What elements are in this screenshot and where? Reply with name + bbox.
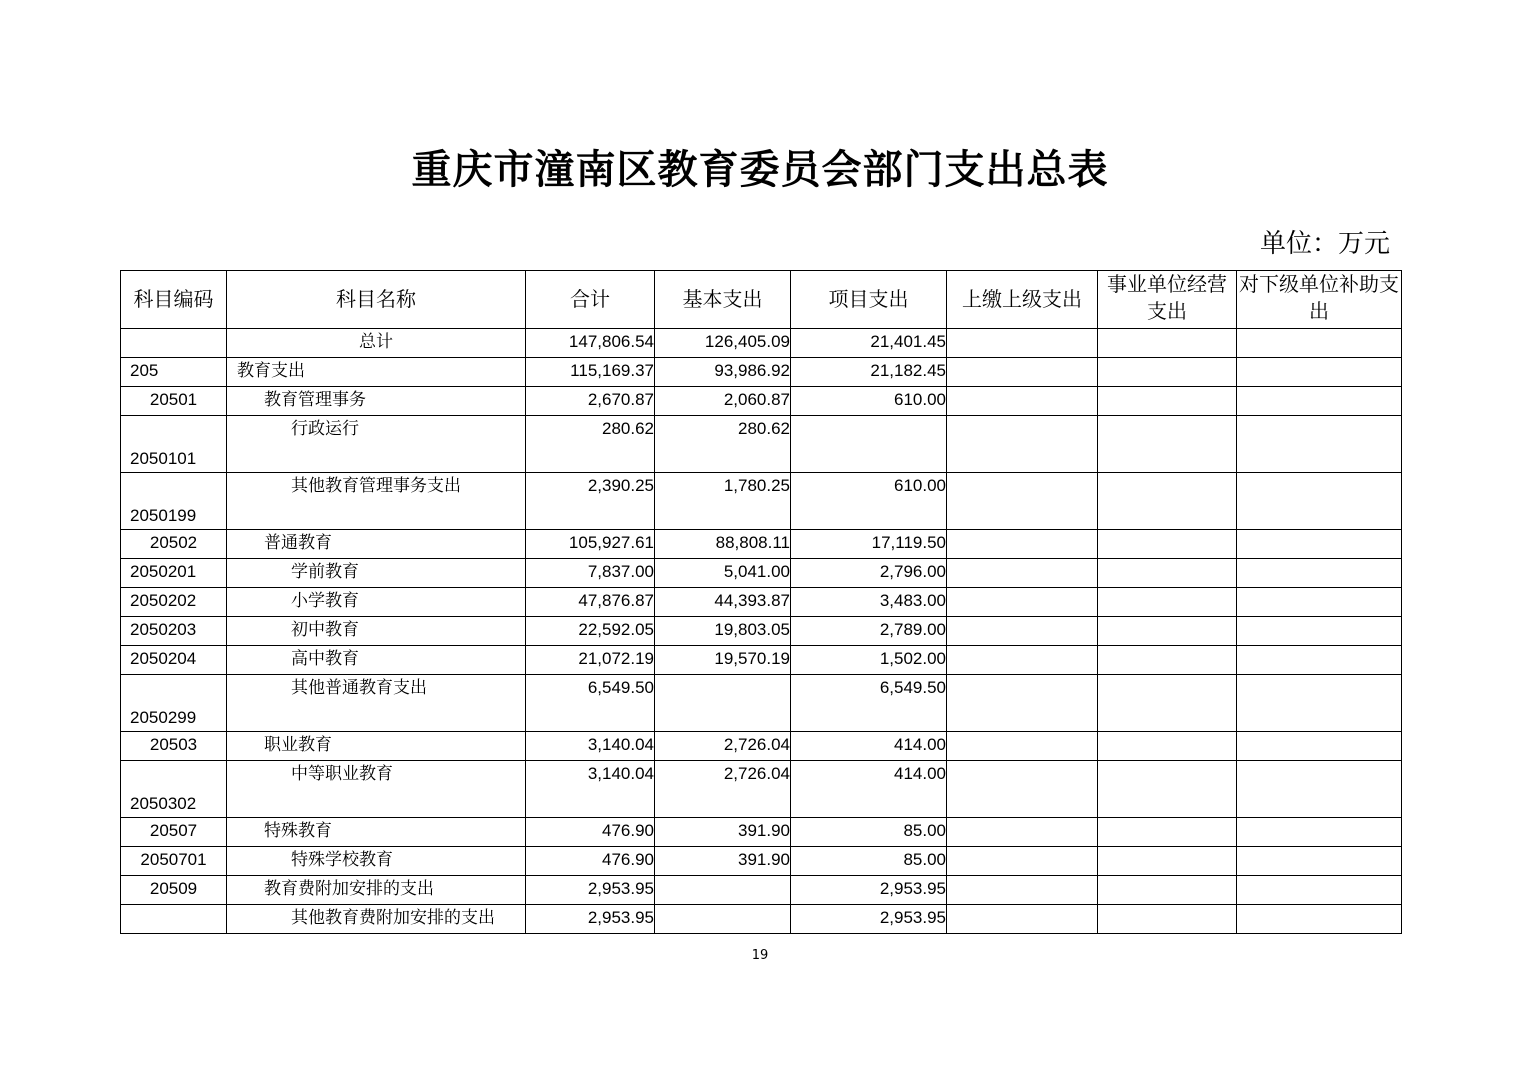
cell-project: 85.00 [791, 847, 947, 876]
table-row [121, 588, 1402, 617]
header-code: 科目编码 [121, 271, 227, 329]
cell-subsidy [1237, 761, 1402, 818]
cell-business [1098, 646, 1237, 675]
cell-business [1098, 675, 1237, 732]
cell-code: 2050701 [121, 847, 227, 876]
cell-upper [947, 387, 1098, 416]
cell-subsidy [1237, 416, 1402, 473]
cell-code: 2050299 [121, 675, 227, 732]
cell-project: 17,119.50 [791, 530, 947, 559]
cell-basic: 2,060.87 [655, 387, 791, 416]
cell-upper [947, 559, 1098, 588]
cell-project: 3,483.00 [791, 588, 947, 617]
cell-name: 行政运行 [227, 416, 526, 473]
table-row [121, 387, 1402, 416]
table-row [121, 416, 1402, 473]
cell-upper [947, 761, 1098, 818]
table-row [121, 329, 1402, 358]
cell-business [1098, 416, 1237, 473]
cell-basic: 19,570.19 [655, 646, 791, 675]
table-row [121, 675, 1402, 732]
cell-basic [655, 876, 791, 905]
cell-code [121, 329, 227, 358]
cell-business [1098, 876, 1237, 905]
cell-business [1098, 847, 1237, 876]
table-row [121, 530, 1402, 559]
cell-project: 2,953.95 [791, 876, 947, 905]
cell-subsidy [1237, 876, 1402, 905]
cell-upper [947, 358, 1098, 387]
cell-subsidy [1237, 387, 1402, 416]
cell-basic: 280.62 [655, 416, 791, 473]
cell-upper [947, 329, 1098, 358]
cell-project: 610.00 [791, 387, 947, 416]
header-total: 合计 [526, 271, 655, 329]
cell-name: 职业教育 [227, 732, 526, 761]
cell-basic: 5,041.00 [655, 559, 791, 588]
cell-subsidy [1237, 358, 1402, 387]
cell-subsidy [1237, 473, 1402, 530]
cell-code: 20507 [121, 818, 227, 847]
cell-basic: 391.90 [655, 818, 791, 847]
cell-code [121, 905, 227, 934]
cell-code: 205 [121, 358, 227, 387]
cell-subsidy [1237, 588, 1402, 617]
header-name: 科目名称 [227, 271, 526, 329]
cell-upper [947, 617, 1098, 646]
table-row [121, 761, 1402, 818]
cell-basic: 2,726.04 [655, 732, 791, 761]
cell-upper [947, 675, 1098, 732]
cell-code: 20501 [121, 387, 227, 416]
cell-name: 中等职业教育 [227, 761, 526, 818]
cell-project: 2,796.00 [791, 559, 947, 588]
cell-total: 2,953.95 [526, 905, 655, 934]
header-project: 项目支出 [791, 271, 947, 329]
cell-total: 2,670.87 [526, 387, 655, 416]
cell-code: 20502 [121, 530, 227, 559]
cell-business [1098, 588, 1237, 617]
cell-name: 教育费附加安排的支出 [227, 876, 526, 905]
cell-basic: 93,986.92 [655, 358, 791, 387]
cell-basic: 44,393.87 [655, 588, 791, 617]
cell-total: 6,549.50 [526, 675, 655, 732]
table-row [121, 905, 1402, 934]
cell-upper [947, 588, 1098, 617]
cell-upper [947, 876, 1098, 905]
cell-upper [947, 416, 1098, 473]
table-row [121, 617, 1402, 646]
cell-total: 3,140.04 [526, 732, 655, 761]
cell-project: 21,182.45 [791, 358, 947, 387]
cell-subsidy [1237, 818, 1402, 847]
cell-business [1098, 329, 1237, 358]
table-header-row [121, 271, 1402, 329]
cell-code: 2050199 [121, 473, 227, 530]
cell-name: 其他教育管理事务支出 [227, 473, 526, 530]
cell-code: 2050204 [121, 646, 227, 675]
cell-business [1098, 473, 1237, 530]
cell-subsidy [1237, 646, 1402, 675]
table-row [121, 473, 1402, 530]
table-row [121, 358, 1402, 387]
cell-total: 3,140.04 [526, 761, 655, 818]
cell-basic: 1,780.25 [655, 473, 791, 530]
cell-code: 2050202 [121, 588, 227, 617]
table-row [121, 847, 1402, 876]
cell-basic: 19,803.05 [655, 617, 791, 646]
cell-total: 2,953.95 [526, 876, 655, 905]
header-business: 事业单位经营支出 [1098, 271, 1237, 329]
cell-code: 2050201 [121, 559, 227, 588]
cell-upper [947, 818, 1098, 847]
page-number: 19 [751, 948, 769, 963]
cell-project: 414.00 [791, 761, 947, 818]
cell-project: 414.00 [791, 732, 947, 761]
cell-total: 280.62 [526, 416, 655, 473]
cell-upper [947, 847, 1098, 876]
table-row [121, 876, 1402, 905]
cell-name: 教育管理事务 [227, 387, 526, 416]
cell-project: 610.00 [791, 473, 947, 530]
unit-label: 单位：万元 [1259, 229, 1390, 259]
cell-name: 小学教育 [227, 588, 526, 617]
table-row [121, 818, 1402, 847]
cell-project [791, 416, 947, 473]
cell-project: 21,401.45 [791, 329, 947, 358]
cell-basic: 88,808.11 [655, 530, 791, 559]
table-row [121, 732, 1402, 761]
expenditure-table [120, 270, 1402, 934]
cell-total: 476.90 [526, 847, 655, 876]
cell-business [1098, 761, 1237, 818]
cell-project: 6,549.50 [791, 675, 947, 732]
cell-total: 21,072.19 [526, 646, 655, 675]
cell-subsidy [1237, 732, 1402, 761]
cell-business [1098, 559, 1237, 588]
cell-business [1098, 905, 1237, 934]
cell-name: 教育支出 [227, 358, 526, 387]
cell-name: 普通教育 [227, 530, 526, 559]
cell-subsidy [1237, 559, 1402, 588]
header-upper: 上缴上级支出 [947, 271, 1098, 329]
cell-total: 7,837.00 [526, 559, 655, 588]
cell-code: 2050101 [121, 416, 227, 473]
cell-business [1098, 358, 1237, 387]
cell-basic: 391.90 [655, 847, 791, 876]
cell-subsidy [1237, 675, 1402, 732]
cell-upper [947, 473, 1098, 530]
cell-name: 高中教育 [227, 646, 526, 675]
cell-business [1098, 818, 1237, 847]
cell-subsidy [1237, 329, 1402, 358]
cell-upper [947, 732, 1098, 761]
cell-code: 2050203 [121, 617, 227, 646]
cell-upper [947, 530, 1098, 559]
cell-code: 2050302 [121, 761, 227, 818]
cell-name: 总计 [227, 329, 526, 358]
cell-upper [947, 646, 1098, 675]
cell-total: 105,927.61 [526, 530, 655, 559]
cell-total: 47,876.87 [526, 588, 655, 617]
cell-project: 85.00 [791, 818, 947, 847]
cell-subsidy [1237, 530, 1402, 559]
table-row [121, 559, 1402, 588]
cell-total: 2,390.25 [526, 473, 655, 530]
cell-project: 1,502.00 [791, 646, 947, 675]
cell-subsidy [1237, 617, 1402, 646]
cell-business [1098, 732, 1237, 761]
header-basic: 基本支出 [655, 271, 791, 329]
cell-business [1098, 617, 1237, 646]
cell-subsidy [1237, 905, 1402, 934]
cell-total: 147,806.54 [526, 329, 655, 358]
cell-code: 20503 [121, 732, 227, 761]
cell-code: 20509 [121, 876, 227, 905]
cell-total: 22,592.05 [526, 617, 655, 646]
table-row [121, 646, 1402, 675]
cell-basic: 126,405.09 [655, 329, 791, 358]
cell-basic [655, 905, 791, 934]
cell-project: 2,789.00 [791, 617, 947, 646]
cell-name: 学前教育 [227, 559, 526, 588]
cell-business [1098, 530, 1237, 559]
cell-business [1098, 387, 1237, 416]
page-title: 重庆市潼南区教育委员会部门支出总表 [411, 146, 1109, 193]
cell-total: 476.90 [526, 818, 655, 847]
cell-subsidy [1237, 847, 1402, 876]
cell-name: 初中教育 [227, 617, 526, 646]
cell-project: 2,953.95 [791, 905, 947, 934]
cell-name: 特殊学校教育 [227, 847, 526, 876]
header-subsidy: 对下级单位补助支出 [1237, 271, 1402, 329]
cell-upper [947, 905, 1098, 934]
cell-basic: 2,726.04 [655, 761, 791, 818]
cell-name: 特殊教育 [227, 818, 526, 847]
cell-name: 其他普通教育支出 [227, 675, 526, 732]
cell-total: 115,169.37 [526, 358, 655, 387]
cell-name: 其他教育费附加安排的支出 [227, 905, 526, 934]
cell-basic [655, 675, 791, 732]
